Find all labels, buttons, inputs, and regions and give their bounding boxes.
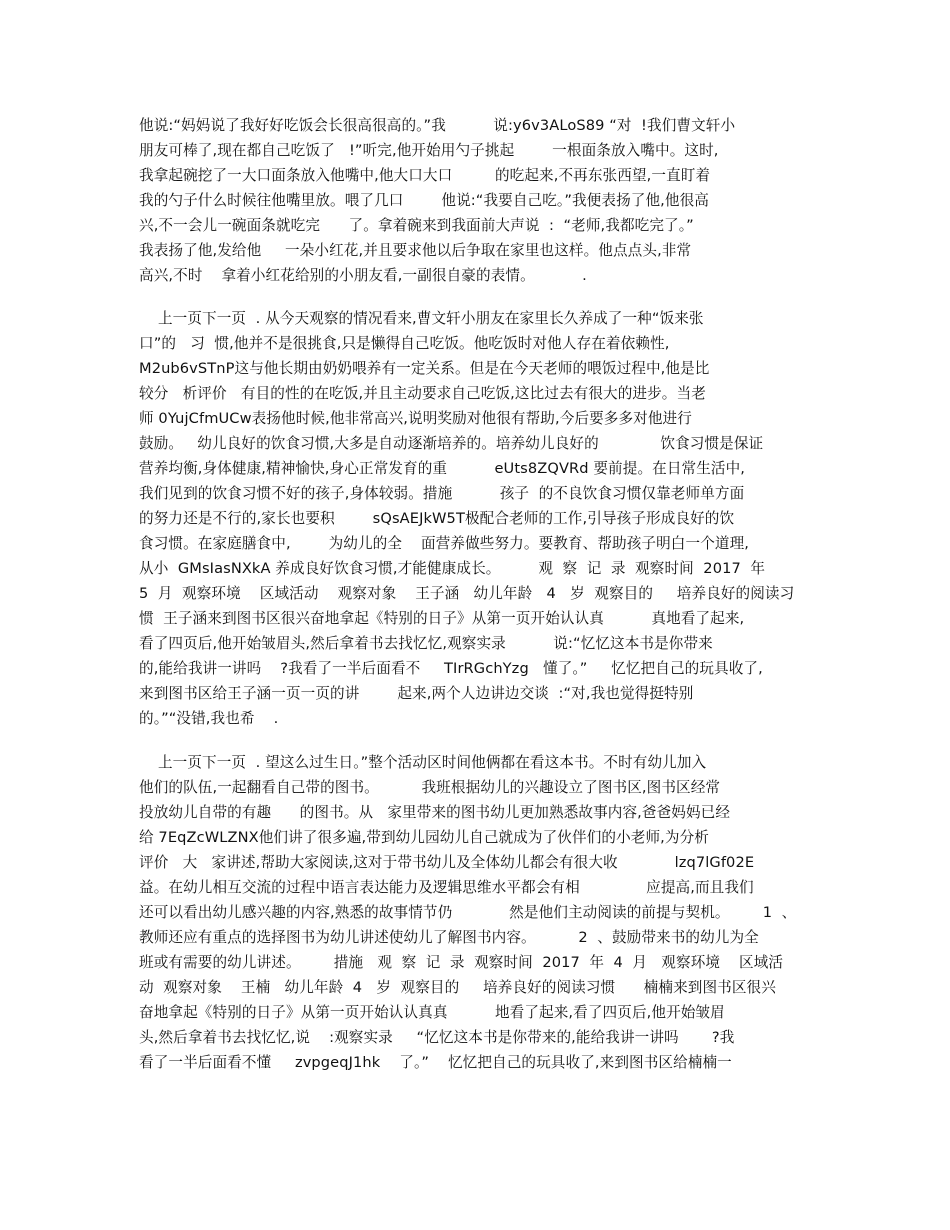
text-line: 师 0YujCfmUCw表扬他时候,他非常高兴,说明奖励对他很有帮助,今后要多多对他进行 — [139, 410, 692, 427]
text-line: 的,能给我讲一讲吗 ?我看了一半后面看不 TIrRGchYzg 懂了。” 忆忆把自己的玩具收了, — [139, 660, 763, 677]
text-line: 较分 析评价 有目的性的在吃饭,并且主动要求自己吃饭,这比过去有很大的进步。当老 — [139, 385, 706, 402]
text-line: 给 7EqZcWLZNX他们讲了很多遍,带到幼儿园幼儿自己就成为了伙伴们的小老师,为分析 — [139, 829, 709, 846]
text-line: 营养均衡,身体健康,精神愉快,身心正常发育的重 eUts8ZQVRd 要前提。在日常生活中, — [139, 460, 746, 477]
text-line: 5 月 观察环境 区域活动 观察对象 王子涵 幼儿年龄 4 岁 观察目的 培养良好的阅读习 — [139, 585, 795, 602]
text-line: 评价 大 家讲述,帮助大家阅读,这对于带书幼儿及全体幼儿都会有很大收 lzq7lGf02E — [139, 854, 755, 871]
text-line: 口”的 习 惯,他并不是很挑食,只是懒得自己吃饭。他吃饭时对他人存在着依赖性, — [139, 335, 670, 352]
text-line: 班或有需要的幼儿讲述。 措施 观 察 记 录 观察时间 2017 年 4 月 观察环境 区域活 — [139, 954, 784, 971]
text-line: 投放幼儿自带的有趣 的图书。从 家里带来的图书幼儿更加熟悉故事内容,爸爸妈妈已经 — [139, 804, 731, 821]
text-line: 上一页下一页 . 从今天观察的情况看来,曹文轩小朋友在家里长久养成了一种“饭来张 — [139, 310, 704, 327]
text-line: 朋友可棒了,现在都自己吃饭了 !”听完,他开始用勺子挑起 一根面条放入嘴中。这时, — [139, 142, 719, 159]
text-line: 益。在幼儿相互交流的过程中语言表达能力及逻辑思维水平都会有相 应提高,而且我们 — [139, 879, 754, 896]
text-line: M2ub6vSTnP这与他长期由奶奶喂养有一定关系。但是在今天老师的喂饭过程中,他是比 — [139, 360, 710, 377]
text-line: 还可以看出幼儿感兴趣的内容,熟悉的故事情节仍 然是他们主动阅读的前提与契机。 1 、 — [139, 904, 797, 921]
text-line: 高兴,不时 拿着小红花给别的小朋友看,一副很自豪的表情。 . — [139, 267, 587, 284]
text-line: 的。”“没错,我也希 . — [139, 710, 279, 727]
text-line: 奋地拿起《特别的日子》从第一页开始认认真真 地看了起来,看了四页后,他开始皱眉 — [139, 1004, 725, 1021]
text-line: 看了一半后面看不懂 zvpgeqJ1hk 了。” 忆忆把自己的玩具收了,来到图书区给楠楠一 — [139, 1054, 732, 1071]
text-line: 我的勺子什么时候往他嘴里放。喂了几口 他说:“我要自己吃。”我便表扬了他,他很高 — [139, 192, 709, 209]
text-line: 兴,不一会儿一碗面条就吃完 了。拿着碗来到我面前大声说 : “老师,我都吃完了。” — [139, 217, 694, 234]
text-line: 教师还应有重点的选择图书为幼儿讲述使幼儿了解图书内容。 2 、鼓励带来书的幼儿为全 — [139, 929, 759, 946]
text-line: 上一页下一页 . 望这么过生日。”整个活动区时间他俩都在看这本书。不时有幼儿加入 — [139, 754, 707, 771]
text-line: 从小 GMsIasNXkA 养成良好饮食习惯,才能健康成长。 观 察 记 录 观察时间 2017 年 — [139, 560, 766, 577]
text-line: 头,然后拿着书去找忆忆,说 :观察实录 “忆忆这本书是你带来的,能给我讲一讲吗 ?我 — [139, 1029, 735, 1046]
text-line: 惯 王子涵来到图书区很兴奋地拿起《特别的日子》从第一页开始认认真 真地看了起来, — [139, 610, 745, 627]
text-line: 鼓励。 幼儿良好的饮食习惯,大多是自动逐渐培养的。培养幼儿良好的 饮食习惯是保证 — [139, 435, 764, 452]
text-line: 我们见到的饮食习惯不好的孩子,身体较弱。措施 孩子 的不良饮食习惯仅靠老师单方面 — [139, 485, 745, 502]
text-line: 来到图书区给王子涵一页一页的讲 起来,两个人边讲边交谈 :“对,我也觉得挺特别 — [139, 685, 694, 702]
text-line: 我表扬了他,发给他 一朵小红花,并且要求他以后争取在家里也这样。他点点头,非常 — [139, 242, 692, 259]
text-line: 食习惯。在家庭膳食中, 为幼儿的全 面营养做些努力。要教育、帮助孩子明白一个道理, — [139, 535, 750, 552]
text-line: 动 观察对象 王楠 幼儿年龄 4 岁 观察目的 培养良好的阅读习惯 楠楠来到图书区很兴 — [139, 979, 776, 996]
text-line: 我拿起碗挖了一大口面条放入他嘴中,他大口大口 的吃起来,不再东张西望,一直盯着 — [139, 167, 711, 184]
text-line: 的努力还是不行的,家长也要积 sQsAEJkW5T极配合老师的工作,引导孩子形成良好的饮 — [139, 510, 735, 527]
text-line: 他说:“妈妈说了我好好吃饭会长很高很高的。”我 说:y6v3ALoS89 “对 !我们曹文轩小 — [139, 117, 736, 134]
text-line: 他们的队伍,一起翻看自己带的图书。 我班根据幼儿的兴趣设立了图书区,图书区经常 — [139, 779, 721, 796]
text-line: 看了四页后,他开始皱眉头,然后拿着书去找忆忆,观察实录 说:“忆忆这本书是你带来 — [139, 635, 713, 652]
